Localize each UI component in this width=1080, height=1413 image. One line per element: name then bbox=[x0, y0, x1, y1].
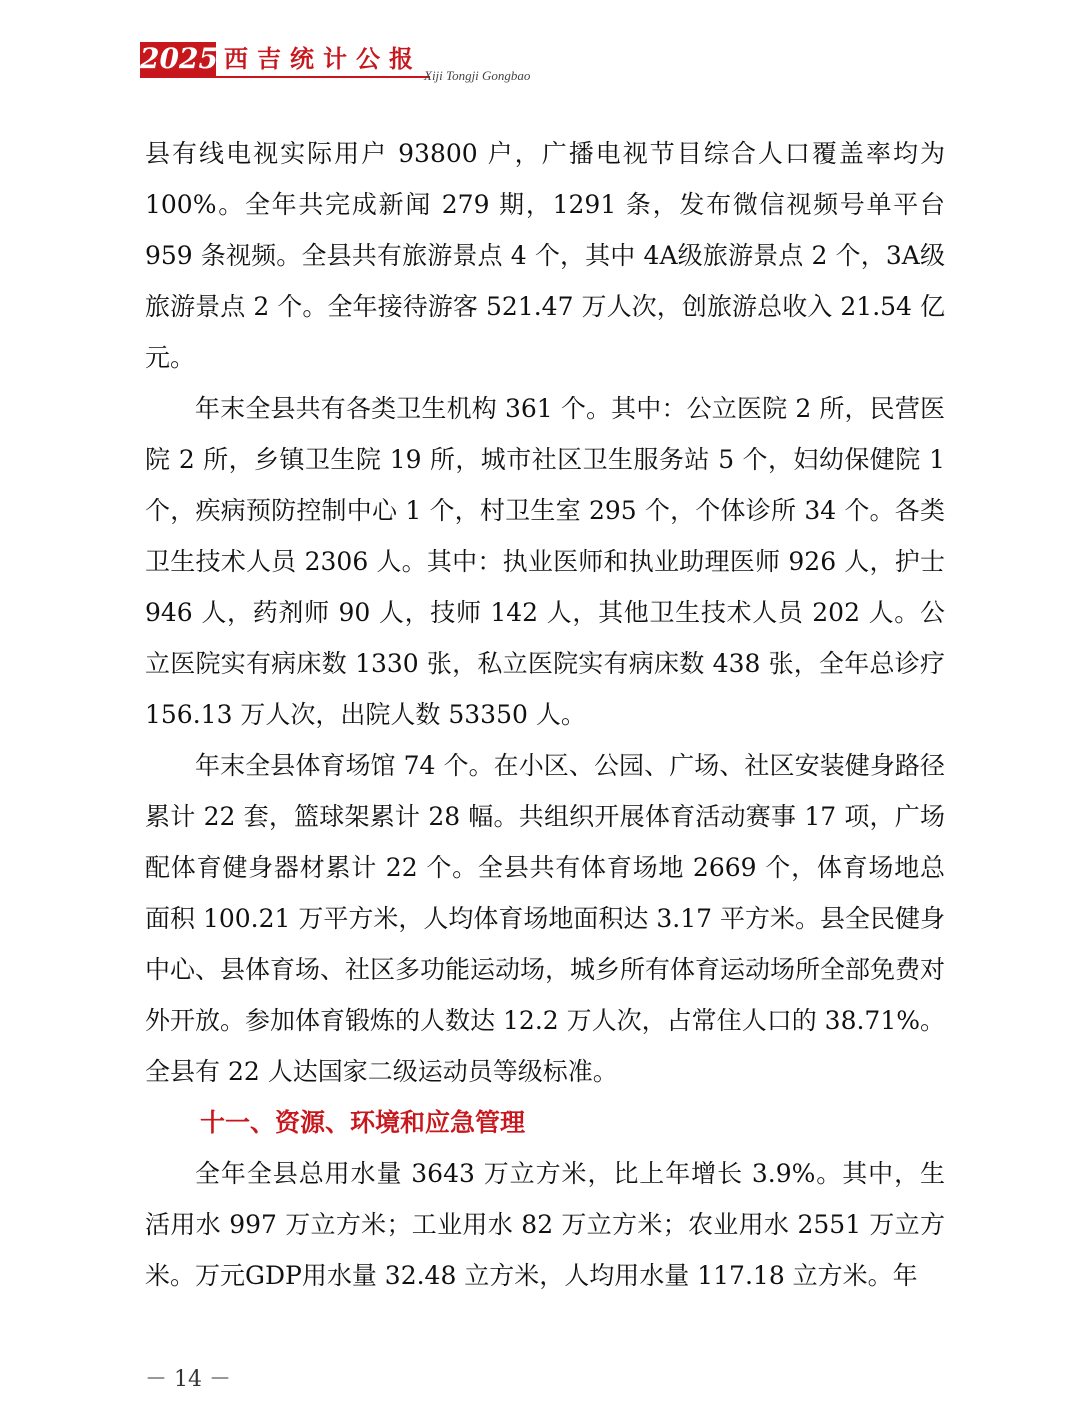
year-badge: 2025 bbox=[140, 42, 218, 75]
paragraph-health: 年末全县共有各类卫生机构 361 个。其中：公立医院 2 所，民营医院 2 所，乡镇卫生院 19 所，城市社区卫生服务站 5 个，妇幼保健院 1 个，疾病预防控制中心 1 个，村卫生室 295 个，个体诊所 34 个。各类卫生技术人员 2306 人。其中：执业医师和执业助理医师 926 人，护士 946 人，药剂师 90 人，技师 142 人，其他卫生技术人员 202 人。公立医院实有病床数 1330 张，私立医院实有病床数 438 张，全年总诊疗 156.13 万人次，出院人数 53350 人。 bbox=[145, 394, 945, 729]
bulletin-title: 西吉统计公报 bbox=[224, 44, 422, 73]
page-number: － 14 － bbox=[145, 1367, 231, 1392]
section-heading: 十一、资源、环境和应急管理 bbox=[200, 1108, 526, 1137]
page-header bbox=[140, 42, 560, 88]
bulletin-subtitle: Xiji Tongji Gongbao bbox=[424, 68, 531, 83]
paragraph-water: 全年全县总用水量 3643 万立方米，比上年增长 3.9%。其中，生活用水 997 万立方米；工业用水 82 万立方米；农业用水 2551 万立方米。万元GDP用水量 32.48 立方米，人均用水量 117.18 立方米。年 bbox=[145, 1159, 945, 1290]
header-rule bbox=[140, 76, 430, 78]
paragraph-sports: 年末全县体育场馆 74 个。在小区、公园、广场、社区安装健身路径累计 22 套，篮球架累计 28 幅。共组织开展体育活动赛事 17 项，广场配体育健身器材累计 22 个。全县共有体育场地 2669 个，体育场地总面积 100.21 万平方米，人均体育场地面积达 3.17 平方米。县全民健身中心、县体育场、社区多功能运动场，城乡所有体育运动场所全部免费对外开放。参加体育锻炼的人数达 12.2 万人次，占常住人口的 38.71%。全县有 22 人达国家二级运动员等级标准。 bbox=[145, 751, 946, 1086]
paragraph-broadcast-tourism: 县有线电视实际用户 93800 户，广播电视节目综合人口覆盖率均为 100%。全年共完成新闻 279 期，1291 条，发布微信视频号单平台 959 条视频。全县共有旅游景点 4 个，其中 4A级旅游景点 2 个，3A级旅游景点 2 个。全年接待游客 521.47 万人次，创旅游总收入 21.54 亿元。 bbox=[145, 139, 945, 372]
document-body bbox=[145, 128, 945, 1301]
